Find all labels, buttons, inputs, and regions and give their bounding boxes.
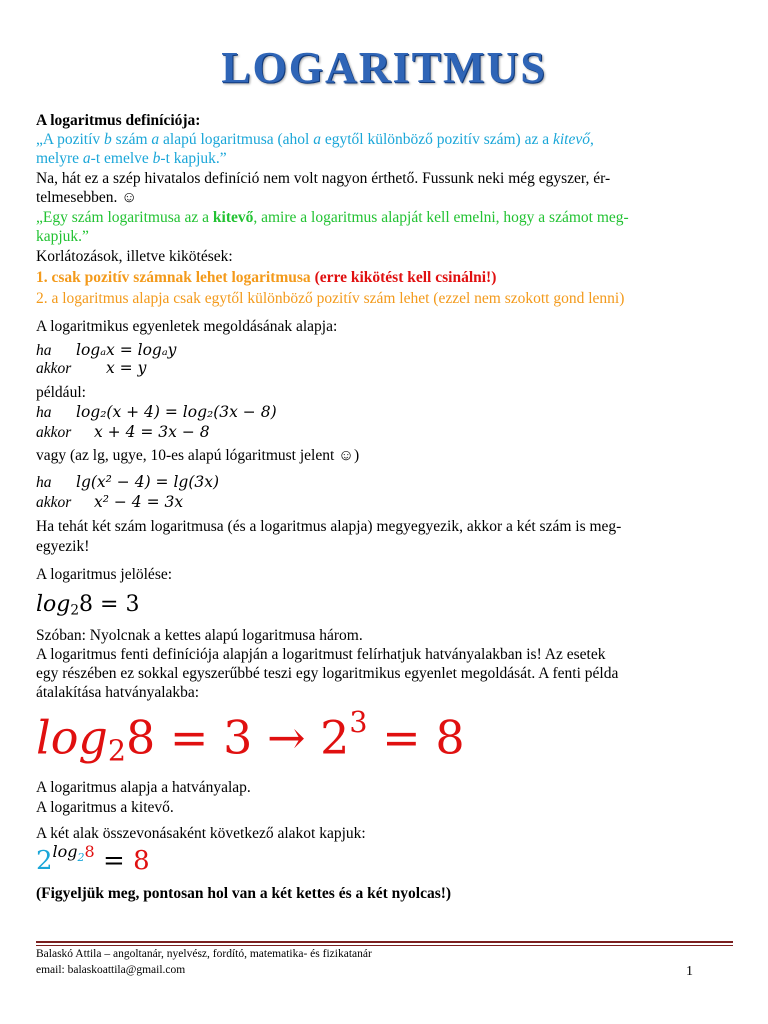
log-base: 2: [70, 602, 80, 619]
conclusion-line2: egyezik!: [36, 538, 90, 555]
footer-rule: [36, 941, 733, 943]
lg-note: vagy (az lg, ugye, 10-es alapú lógaritmust jelent ☺): [36, 447, 360, 464]
var-b: b: [152, 150, 161, 167]
simple-definition-line2: kapjuk.”: [36, 228, 89, 245]
paragraph-line1: A logaritmus fenti definíciója alapján a logaritmust felírhatjuk hatványalakban is! Az esetek: [36, 646, 606, 663]
kitevo-term: kitevő: [212, 209, 254, 226]
text: szám: [111, 131, 152, 148]
spoken-form: Szóban: Nyolcnak a kettes alapú logaritmusa három.: [36, 627, 363, 644]
example2-if-row: [36, 473, 219, 492]
conversion-equation: [36, 706, 465, 768]
equation: logₐx = logₐy: [76, 341, 177, 359]
exponent: 3: [349, 706, 368, 739]
text: melyre: [36, 150, 83, 167]
equals-sign: =: [94, 846, 134, 876]
akkor-label: akkor: [36, 424, 72, 441]
equation-end: = 8: [367, 710, 465, 765]
combo-result: 8: [133, 846, 150, 876]
equation-mid: 8 = 3 → 2: [126, 710, 350, 765]
akkor-label: akkor: [36, 494, 72, 511]
ha-label: ha: [36, 404, 52, 421]
comment-line1: Na, hát ez a szép hivatalos definíció nem volt nagyon érthető. Fussunk neki még egyszer, ér-: [36, 170, 611, 187]
combine-intro: A két alak összevonásaként következő alakot kapjuk:: [36, 825, 366, 842]
simple-definition-line1: [36, 208, 629, 227]
log-base: 2: [107, 734, 127, 768]
rule-if-row: [36, 341, 176, 360]
var-a: a: [313, 131, 321, 148]
definition-quote-line2: [36, 149, 227, 168]
akkor-label: akkor: [36, 360, 72, 377]
constraint-note: (erre kikötést kell csinálni!): [310, 269, 497, 286]
footer-email: email: balaskoattila@gmail.com: [36, 964, 186, 976]
example-label: például:: [36, 384, 86, 401]
example1-if-row: [36, 403, 277, 422]
combo-exponent: [52, 842, 95, 864]
log-text: log: [36, 592, 71, 617]
equation: x² − 4 = 3x: [94, 493, 184, 511]
exponent-note: A logaritmus a kitevő.: [36, 799, 174, 816]
example1-then-row: [36, 423, 210, 442]
notation-heading: A logaritmus jelölése:: [36, 566, 173, 583]
example2-then-row: [36, 493, 183, 512]
paragraph-line3: átalakítása hatványalakba:: [36, 684, 200, 701]
text: -t emelve: [90, 150, 153, 167]
text: , amire a logaritmus alapját kell emelni, hogy a számot meg-: [253, 209, 629, 226]
conclusion-line1: Ha tehát két szám logaritmusa (és a logaritmus alapja) megyegyezik, akkor a két szám is meg-: [36, 518, 622, 535]
footer-author: Balaskó Attila – angoltanár, nyelvész, fordító, matematika- és fizikatanár: [36, 948, 372, 960]
definition-heading: A logaritmus definíciója:: [36, 112, 201, 129]
page-number: 1: [686, 964, 693, 979]
comment-line2: telmesebben. ☺: [36, 189, 138, 206]
combined-form: [36, 842, 150, 876]
footer-rule: [36, 945, 733, 946]
text: egytől különböző pozitív szám) az a: [320, 131, 553, 148]
log-text: log: [36, 710, 108, 765]
kitevo-term: kitevő: [553, 131, 591, 148]
notation-example: [36, 592, 139, 618]
equation: x = y: [106, 359, 147, 377]
var-a: a: [82, 150, 91, 167]
log-argument: 8: [84, 842, 95, 861]
text: „Egy szám logaritmusa az a: [36, 209, 213, 226]
equations-intro: A logaritmikus egyenletek megoldásának alapja:: [36, 318, 338, 335]
var-a: a: [151, 131, 160, 148]
base-note: A logaritmus alapja a hatványalap.: [36, 779, 251, 796]
definition-quote-line1: [36, 130, 594, 149]
text: ,: [590, 131, 594, 148]
equation: log₂(x + 4) = log₂(3x − 8): [76, 403, 277, 421]
rule-then-row: [36, 359, 146, 378]
constraint-2: 2. a logaritmus alapja csak egytől különböző pozitív szám lehet (ezzel nem szokott gond lenni): [36, 290, 625, 307]
log-base: 2: [77, 851, 85, 864]
constraint-text: 1. csak pozitív számnak lehet logaritmusa: [36, 269, 311, 286]
equation: lg(x² − 4) = lg(3x): [76, 473, 220, 491]
var-b: b: [104, 131, 112, 148]
equation: x + 4 = 3x − 8: [94, 423, 210, 441]
equation-rest: 8 = 3: [79, 592, 140, 617]
constraints-heading: Korlátozások, illetve kikötések:: [36, 248, 233, 265]
paragraph-line2: egy részében ez sokkal egyszerűbbé teszi egy logaritmikus egyenlet megoldását. A fenti példa: [36, 665, 619, 682]
text: „A pozitív: [36, 131, 105, 148]
text: -t kapjuk.”: [160, 150, 227, 167]
combo-base: 2: [36, 846, 53, 876]
page-title: LOGARITMUS: [221, 43, 547, 92]
log-text: log: [52, 842, 78, 861]
text: alapú logaritmusa (ahol: [159, 131, 314, 148]
constraint-1: [36, 268, 496, 287]
observe-note: (Figyeljük meg, pontosan hol van a két kettes és a két nyolcas!): [36, 885, 452, 902]
ha-label: ha: [36, 342, 52, 359]
ha-label: ha: [36, 474, 52, 491]
